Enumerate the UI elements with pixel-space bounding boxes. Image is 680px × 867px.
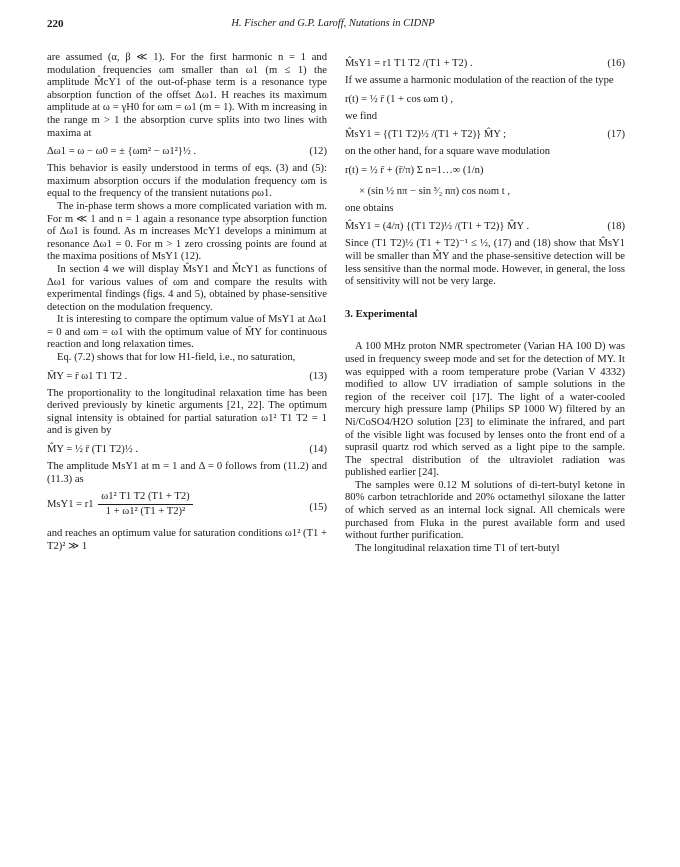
equation-16: [345, 54, 625, 73]
equation-14: [47, 440, 327, 459]
paragraph: are assumed (α, β ≪ 1). For the first harmonic n = 1 and modulation frequencies ωm smaller than ω1 (m ≤ 1) the amplitude M̂cY1 of the out-of-phase term is a resonance type absorption function of the offset Δω1. H reaches its maximum amplitude at ω = γH0 for ωm = ω1 (m = 1). With m increasing in the range m > 1 the absorption curve splits into two lines with maxima at: [47, 52, 327, 139]
fraction-numerator: ω1² T1 T2 (T1 + T2): [98, 490, 192, 505]
equation-number: (12): [309, 146, 327, 158]
left-column: [47, 52, 327, 553]
paragraph: Eq. (7.2) shows that for low H1-field, i.e., no saturation,: [57, 352, 296, 364]
equation-r-square: [345, 161, 625, 180]
equation-18: [345, 217, 625, 236]
equation-text: M̂sY1 = {(T1 T2)½ /(T1 + T2)} M̂Y ;: [345, 129, 507, 141]
right-column: [345, 52, 625, 555]
paragraph: The longitudinal relaxation time T1 of tert-butyl: [355, 542, 560, 554]
paragraph: Since (T1 T2)½ (T1 + T2)⁻¹ ≤ ½, (17) and (18) show that M̂sY1 will be smaller than M̂Y and the phase-sensitive detection will be less sensitive than the normal mode. However, in general, the loss of sensitivity will not be very large.: [345, 238, 625, 288]
fraction-denominator: 1 + ω1² (T1 + T2)²: [105, 506, 186, 518]
equation-number: (14): [309, 444, 327, 456]
equation-number: (18): [607, 221, 625, 233]
equation-number: (13): [309, 370, 327, 382]
equation-text: r(t) = ½ r̄ + (r̄/π) Σ n=1…∞ (1/n): [345, 164, 484, 176]
section-heading: 3. Experimental: [345, 308, 418, 320]
paragraph: In section 4 we will display M̂sY1 and M̂cY1 as functions of Δω1 for various values of ωm and compare the results with experimental findings (figs. 4 and 5), obtained by phase-sensitive detection on the modulation frequency.: [47, 263, 327, 313]
paragraph: one obtains: [345, 202, 394, 214]
equation-12: [47, 142, 327, 161]
paragraph: The proportionality to the longitudinal relaxation time has been derived previously by kinetic arguments [21, 22]. The optimum signal intensity is obtained for partial saturation ω1² T1 T2 = 1 and is given by: [47, 387, 327, 437]
equation-17: [345, 125, 625, 144]
paragraph: The in-phase term shows a more complicated variation with m. For m ≪ 1 and n = 1 again a resonance type absorption function of Δω1 is found. As m increases McY1 develops a minimum at resonance Δω1 = 0. For m > 1 zero crossing points are found at the maxima positions of MsY1 (12).: [47, 200, 327, 263]
equation-13: [47, 367, 327, 386]
equation-text: M̂sY1 = (4/π) {(T1 T2)½ /(T1 + T2)} M̂Y .: [345, 221, 530, 233]
equation-text: × (sin ½ nπ − sin ³⁄₂ nπ) cos nωm t ,: [359, 185, 510, 197]
equation-text: Δω1 = ω − ω0 = ± {ωm² − ω1²}½ .: [47, 146, 197, 158]
paragraph: A 100 MHz proton NMR spectrometer (Varian HA 100 D) was used in frequency sweep mode and set for the detection of MY. It was equipped with a room temperature probe (Varian V 4332) modified to allow UV irradiation of sample solutions in the region of the receiver coil [17]. The light of a water-cooled mercury high pressure lamp (Philips SP 1000 W) filtered by an Ni/CoSO4/H2O solution [23] to eliminate the infrared, and part of the visible light was focused by lenses onto the front end of a suprasil quartz rod which served as a light pipe to the sample. The spectral distribution of the ultraviolet radiation was published earlier [24].: [345, 341, 625, 479]
paragraph: The amplitude MsY1 at m = 1 and Δ = 0 follows from (11.2) and (11.3) as: [47, 461, 327, 485]
paragraph: on the other hand, for a square wave modulation: [345, 146, 551, 158]
paragraph: The samples were 0.12 M solutions of di-tert-butyl ketone in 80% carbon tetrachloride and 20% octamethyl siloxane the latter of which served as an internal lock signal. All chemicals were purchased from Fluka in the purest available form and used without further purification.: [345, 479, 625, 542]
paragraph: It is interesting to compare the optimum value of MsY1 at Δω1 = 0 and ωm = ω1 with the optimum value of M̄Y for continuous reaction and long relaxation times.: [47, 314, 327, 351]
equation-lhs: MsY1 = r1: [47, 499, 94, 511]
fraction: [98, 490, 192, 519]
equation-text: M̄Y = r̄ ω1 T1 T2 .: [47, 370, 128, 382]
equation-text: r(t) = ½ r̄ (1 + cos ωm t) ,: [345, 93, 454, 105]
equation-text: M̂Y = ½ r̄ (T1 T2)½ .: [47, 444, 139, 456]
equation-15: [47, 488, 327, 526]
equation-number: (17): [607, 129, 625, 141]
paragraph: we find: [345, 110, 378, 122]
running-head: H. Fischer and G.P. Laroff, Nutations in CIDNP: [231, 18, 435, 29]
equation-text: M̂sY1 = r1 T1 T2 /(T1 + T2) .: [345, 58, 473, 69]
equation-number: (16): [607, 58, 625, 69]
paragraph: and reaches an optimum value for saturation conditions ω1² (T1 + T2)² ≫ 1: [47, 528, 327, 552]
equation-number: (15): [309, 502, 327, 514]
paragraph: If we assume a harmonic modulation of the reaction of the type: [345, 75, 614, 86]
equation-r-harmonic: [345, 90, 625, 109]
equation-r-square-cont: [345, 182, 625, 201]
paragraph: This behavior is easily understood in terms of eqs. (3) and (5): maximum absorption occurs if the modulation frequency ωm is equal to the frequency of the transient nutations ρω1.: [47, 163, 327, 200]
page-number: 220: [47, 18, 64, 30]
page-header: [47, 18, 619, 34]
